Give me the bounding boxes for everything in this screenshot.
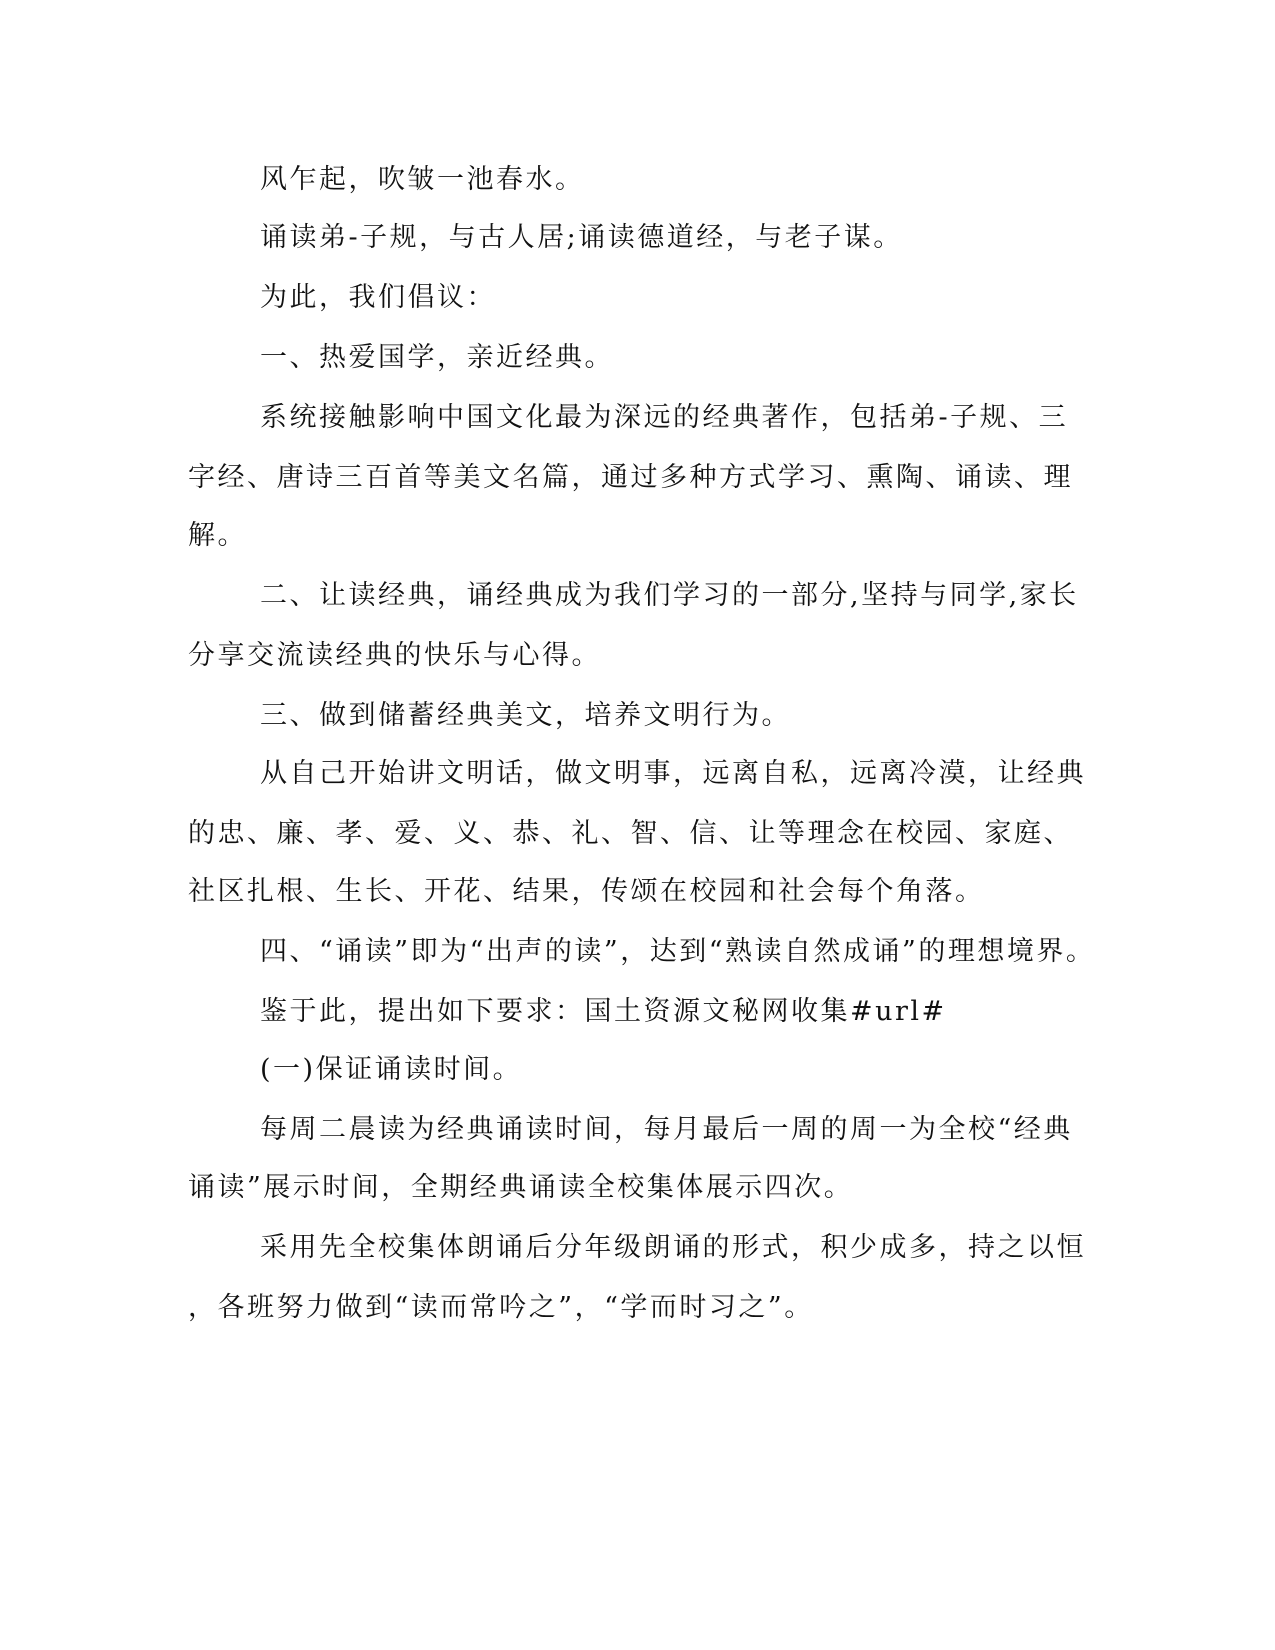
paragraph-line: 三、做到储蓄经典美文，培养文明行为。 — [260, 700, 791, 731]
paragraph-line: 每周二晨读为经典诵读时间，每月最后一周的周一为全校“经典 — [260, 1114, 1073, 1145]
paragraph-line: 为此，我们倡议： — [260, 282, 496, 313]
paragraph-line: 风乍起，吹皱一池春水。 — [260, 164, 585, 195]
paragraph-line: 诵读”展示时间，全期经典诵读全校集体展示四次。 — [188, 1172, 854, 1203]
paragraph-line: 系统接触影响中国文化最为深远的经典著作，包括弟-子规、三 — [260, 402, 1069, 433]
paragraph-line: 二、让读经典，诵经典成为我们学习的一部分,坚持与同学,家长 — [260, 580, 1079, 611]
paragraph-line: 鉴于此，提出如下要求：国土资源文秘网收集#url# — [260, 996, 947, 1027]
paragraph-line: 的忠、廉、孝、爱、义、恭、礼、智、信、让等理念在校园、家庭、 — [188, 818, 1073, 849]
paragraph-line: 分享交流读经典的快乐与心得。 — [188, 640, 601, 671]
paragraph-line: 一、热爱国学，亲近经典。 — [260, 342, 614, 373]
paragraph-line: 社区扎根、生长、开花、结果，传颂在校园和社会每个角落。 — [188, 876, 985, 907]
paragraph-line: 采用先全校集体朗诵后分年级朗诵的形式，积少成多，持之以恒 — [260, 1232, 1086, 1263]
paragraph-line: 诵读弟-子规，与古人居;诵读德道经，与老子谋。 — [260, 222, 903, 253]
paragraph-line: (一)保证诵读时间。 — [260, 1054, 523, 1085]
paragraph-line: 从自己开始讲文明话，做文明事，远离自私，远离冷漠，让经典 — [260, 758, 1086, 789]
paragraph-line: ，各班努力做到“读而常吟之”，“学而时习之”。 — [188, 1292, 814, 1323]
paragraph-line: 四、“诵读”即为“出声的读”，达到“熟读自然成诵”的理想境界。 — [260, 936, 1096, 967]
paragraph-line: 解。 — [188, 520, 247, 551]
paragraph-line: 字经、唐诗三百首等美文名篇，通过多种方式学习、熏陶、诵读、理 — [188, 462, 1073, 493]
